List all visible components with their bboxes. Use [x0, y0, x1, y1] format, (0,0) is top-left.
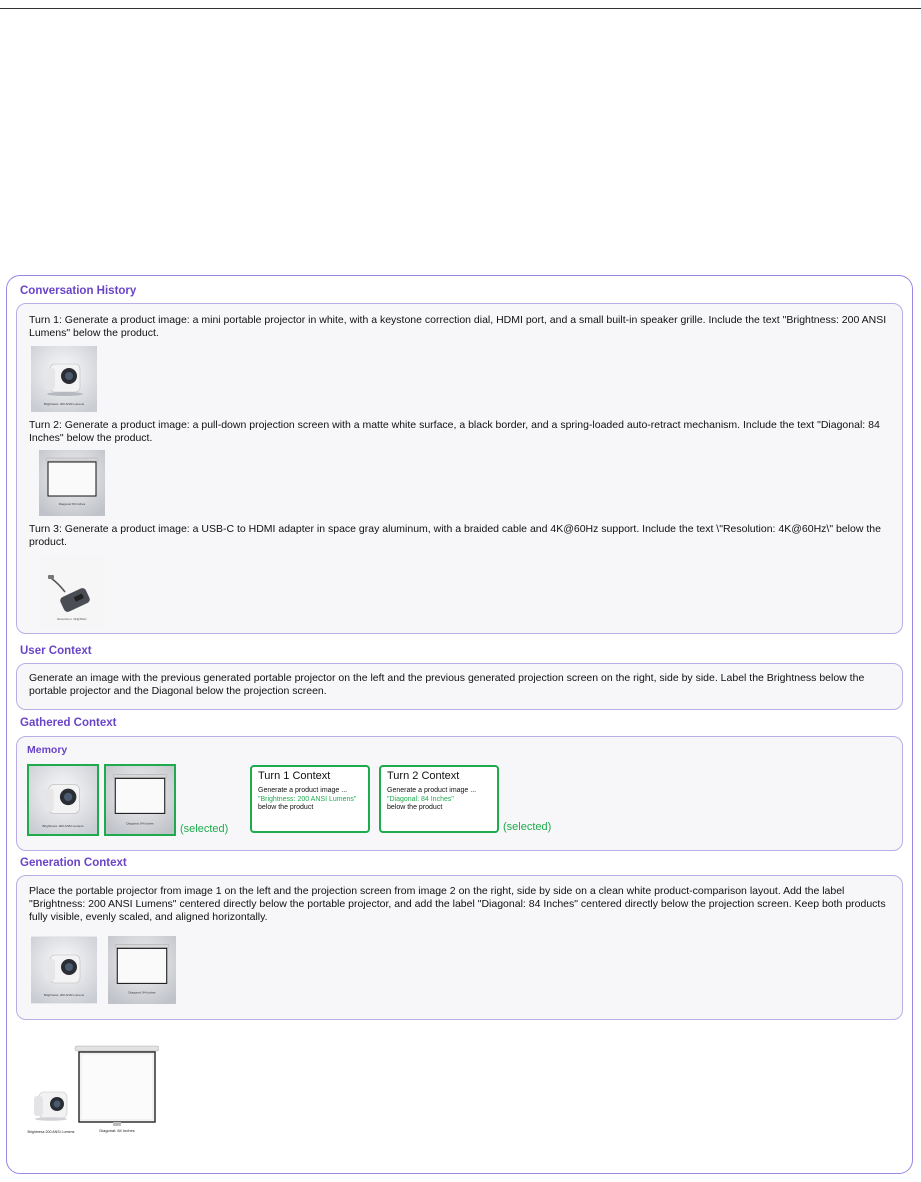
gathered-context-box [16, 736, 903, 851]
context-cards-selected-label: (selected) [503, 821, 552, 833]
user-context-box [16, 663, 903, 710]
generated-result-image [19, 1028, 159, 1170]
gathered-context-title: Gathered Context [20, 717, 117, 729]
result-right-caption: Diagonal: 84 Inches [99, 1128, 135, 1133]
generation-context-title: Generation Context [20, 857, 127, 869]
generation-projector-image [31, 936, 97, 1004]
memory-label: Memory [27, 744, 68, 756]
turn-1-context-line1: Generate a product image ... [258, 787, 348, 794]
memory-projector-frame[interactable] [27, 764, 99, 836]
memory-projector-caption: Brightness: 200 ANSI Lumens [42, 823, 84, 828]
turn-2-context-card[interactable] [379, 765, 499, 833]
generation-screen-caption: Diagonal: 84 Inches [128, 990, 156, 995]
turn-1-image-caption: Brightness: 200 ANSI Lumens [43, 402, 85, 406]
main-panel [6, 275, 913, 1174]
generation-context-text: Place the portable projector from image 1 on the left and the projection screen from image 2 on the right, side by side on a clean white product-comparison layout. Add the label "Brightness: 200 ANSI Lumens" centered directly below the portable projector, and add the label "Diagonal: 84 Inches" centered directly below the projection screen. Keep both products fully visible, evenly scaled, and aligned horizontally. [29, 885, 886, 923]
turn-2-screen-image [39, 450, 105, 516]
turn-1-text: Turn 1: Generate a product image: a mini portable projector in white, with a keystone correction dial, HDMI port, and a small built-in speaker grille. Include the text "Brightness: 200 ANSI Lumens" below the product. [29, 314, 887, 339]
turn-3-image-caption: Resolution: 4K@60Hz [57, 617, 87, 621]
user-context-title: User Context [20, 645, 92, 657]
turn-2-context-title: Turn 2 Context [387, 770, 460, 782]
turn-3-adapter-image [39, 556, 105, 628]
result-left-caption: Brightness 200 ANSI Lumens [27, 1130, 75, 1134]
turn-2-context-line1: Generate a product image ... [387, 787, 477, 794]
history-box [16, 303, 903, 634]
turn-1-context-highlight: "Brightness: 200 ANSI Lumens" [258, 795, 357, 803]
turn-3-text: Turn 3: Generate a product image: a USB-C to HDMI adapter in space gray aluminum, with a braided cable and 4K@60Hz support. Include the text \"Resolution: 4K@60Hz\" below the product. [29, 523, 881, 548]
generation-screen-image [108, 936, 176, 1004]
generation-context-box [16, 875, 903, 1020]
turn-1-context-title: Turn 1 Context [258, 770, 331, 782]
generation-projector-caption: Brightness: 200 ANSI Lumens [43, 993, 85, 997]
turn-2-context-line3: below the product [387, 804, 443, 811]
turn-1-context-line3: below the product [258, 804, 314, 811]
user-context-text: Generate an image with the previous generated portable projector on the left and the previous generated projection screen on the right, side by side. Label the Brightness below the portable projector and the Diagonal below the projection screen. [29, 672, 865, 697]
memory-screen-frame[interactable] [104, 764, 176, 836]
memory-images-selected-label: (selected) [180, 823, 229, 835]
turn-2-context-highlight: "Diagonal: 84 Inches" [387, 795, 454, 803]
turn-2-image-caption: Diagonal: 84 Inches [58, 502, 86, 506]
memory-screen-caption: Diagonal: 84 Inches [126, 821, 154, 826]
history-title: Conversation History [20, 285, 137, 297]
turn-1-projector-image [31, 346, 97, 412]
turn-2-text: Turn 2: Generate a product image: a pull-down projection screen with a matte white surface, a black border, and a spring-loaded auto-retract mechanism. Include the text "Diagonal: 84 Inches" below the product. [29, 419, 880, 444]
top-divider [0, 8, 921, 9]
turn-1-context-card[interactable] [250, 765, 370, 833]
